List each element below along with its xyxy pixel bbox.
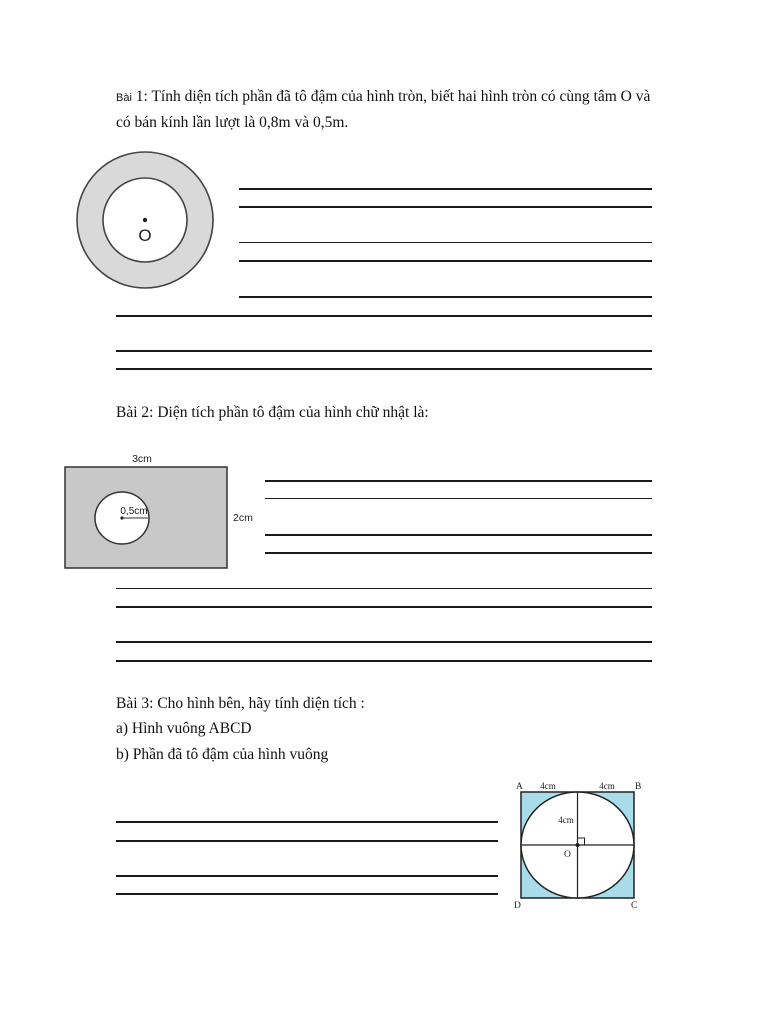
answer-line <box>239 260 652 262</box>
rect-height-label: 2cm <box>233 512 253 524</box>
rectangle-circle-figure <box>60 448 270 573</box>
answer-line <box>116 875 498 877</box>
exercise-3-part-b: b) Phần đã tô đậm của hình vuông <box>116 746 329 763</box>
vertex-b-label: B <box>635 782 642 792</box>
exercise-1-label: Bài <box>116 92 132 104</box>
rect-width-label: 3cm <box>132 453 152 465</box>
answer-line <box>265 534 652 536</box>
exercise-2-title: Bài 2: Diện tích phần tô đậm của hình chữ nhật là: <box>116 404 429 421</box>
answer-line <box>239 188 652 190</box>
top-right-length-label: 4cm <box>599 781 615 791</box>
answer-line <box>239 206 652 208</box>
center-label-o: O <box>138 226 152 245</box>
answer-line <box>116 893 498 895</box>
radius-length-label: 4cm <box>558 815 574 825</box>
answer-line <box>116 840 498 842</box>
top-left-length-label: 4cm <box>540 781 556 791</box>
answer-line <box>265 552 652 554</box>
answer-line <box>116 350 652 352</box>
answer-line <box>116 315 652 317</box>
answer-line <box>116 606 652 608</box>
answer-line <box>265 480 652 482</box>
exercise-1-number: 1: <box>135 88 148 105</box>
vertex-c-label: C <box>631 901 638 911</box>
answer-line <box>116 588 652 589</box>
center-point <box>143 218 147 222</box>
vertex-a-label: A <box>516 782 523 792</box>
center-label-o: O <box>564 850 571 860</box>
exercise-3-title: Bài 3: Cho hình bên, hãy tính diện tích : <box>116 695 365 712</box>
exercise-3-part-a: a) Hình vuông ABCD <box>116 720 252 737</box>
answer-line <box>116 368 652 370</box>
answer-line <box>239 242 652 243</box>
answer-line <box>265 498 652 499</box>
exercise-1-question: Tính diện tích phần đã tô đậm của hình tròn, biết hai hình tròn có cùng tâm O và <box>151 88 651 105</box>
radius-label: 0,5cm <box>120 506 148 517</box>
concentric-circles-figure <box>70 150 220 290</box>
answer-line <box>116 821 498 823</box>
answer-line <box>239 296 652 298</box>
answer-line <box>116 660 652 662</box>
center-point-o <box>576 843 580 847</box>
answer-line <box>116 641 652 643</box>
exercise-1-line-2: có bán kính lần lượt là 0,8m và 0,5m. <box>116 114 349 131</box>
vertex-d-label: D <box>514 901 521 911</box>
exercise-1-line-1 <box>116 84 650 111</box>
square-circle-figure <box>510 778 650 913</box>
